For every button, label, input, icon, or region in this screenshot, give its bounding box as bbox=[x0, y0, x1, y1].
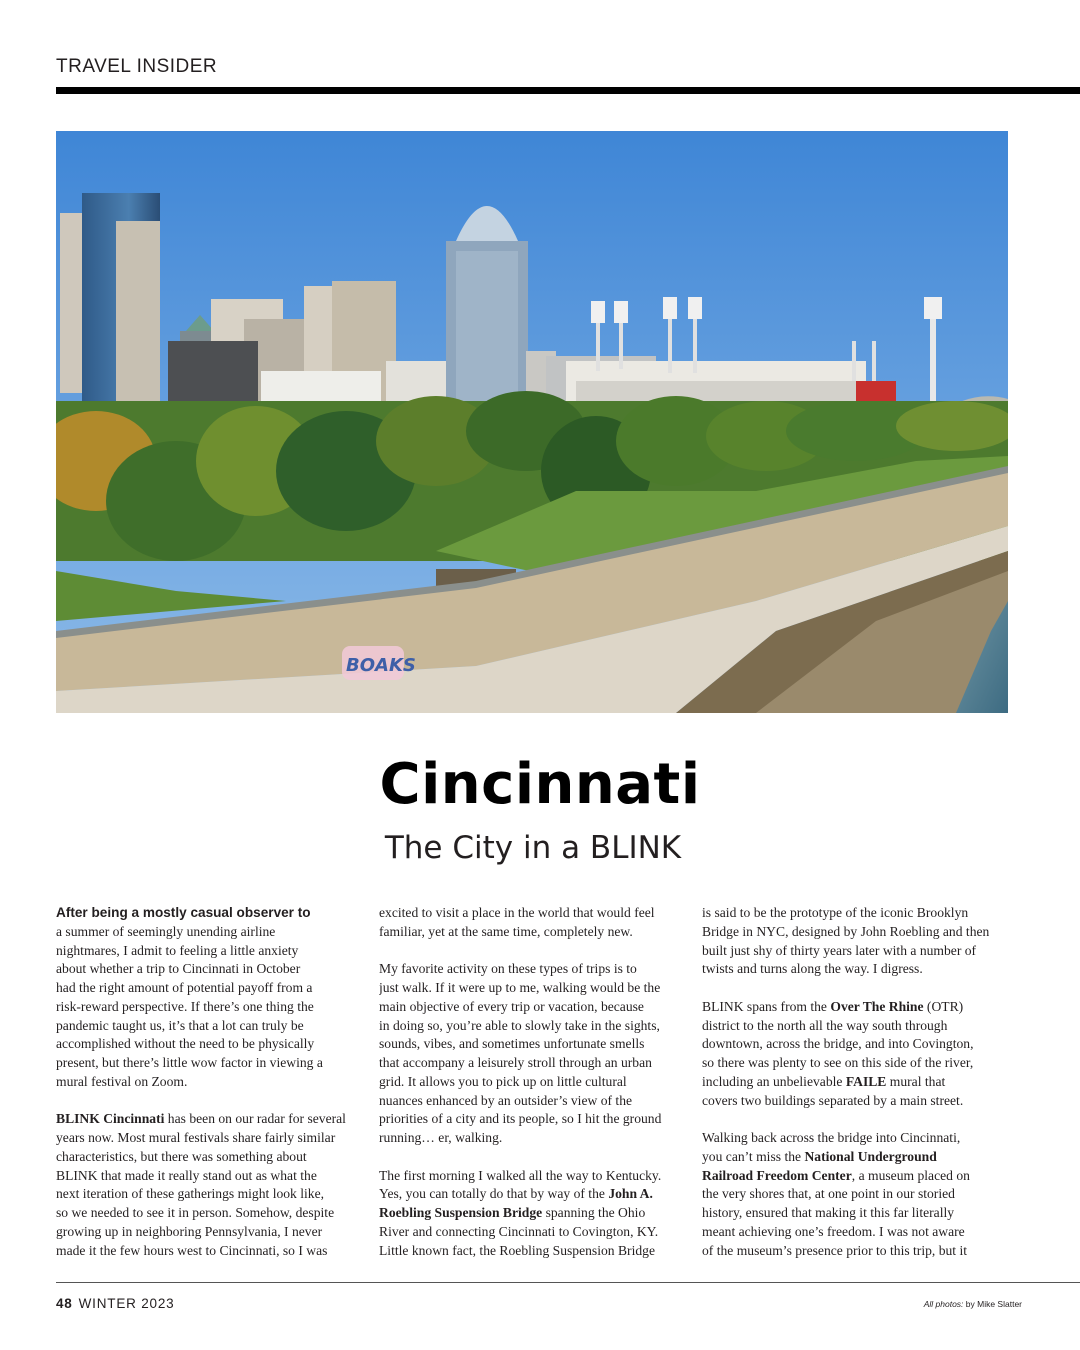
article-title: Cincinnati bbox=[379, 752, 701, 817]
article-subtitle: The City in a BLINK bbox=[384, 830, 682, 866]
credit-name: by Mike Slatter bbox=[963, 1299, 1022, 1309]
text-column-3 bbox=[702, 904, 1014, 1269]
page-number: 48 bbox=[56, 1296, 73, 1311]
lead-in: After being a mostly casual observer to bbox=[56, 905, 311, 920]
paragraph-kentucky: The first morning I walked all the way to Kentucky. Yes, you can totally do that by way of the John A. Roebling Suspension Bridge spanning the Ohio River and connecting Cincinnati to Covington, KY. Little known fact, the Roebling Suspension Bridge bbox=[379, 1167, 662, 1258]
folio bbox=[56, 1296, 174, 1311]
paragraph-walk: My favorite activity on these types of trips is to just walk. If it were up to me, walking would be the main objective of every trip or vacation, because in doing so, you’re able to slowly take in the sights, sounds, vibes, and sometimes unfortunate smells that accompany a leisurely stroll through an urban grid. It allows you to pick up on little cultural nuances enhanced by an outsider’s view of the priorities of a city and its people, so I hit the ground running… er, walking. bbox=[379, 961, 662, 1145]
credit-label: All photos: bbox=[923, 1299, 964, 1309]
paragraph-brooklyn: is said to be the prototype of the iconic Brooklyn Bridge in NYC, designed by John Roebling and then built just shy of thirty years later with a number of twists and turns along the way. I digress. bbox=[702, 905, 990, 977]
graffiti-text: BOAKS bbox=[346, 655, 416, 676]
photo-credit bbox=[924, 1299, 1022, 1309]
paragraph-intro: After being a mostly casual observer to a summer of seemingly unending airline nightmares, I admit to feeling a little anxiety about whether a trip to Cincinnati in October had the right amount of potential payoff from a risk-reward perspective. If there’s one thing the pandemic taught us, it’s that a lot can truly be accomplished without the need to be physically present, but there’s little wow factor in viewing a mural festival on Zoom. bbox=[56, 905, 323, 1089]
header-rule bbox=[56, 87, 1080, 94]
paragraph-blink: BLINK Cincinnati has been on our radar for several years now. Most mural festivals share fairly similar characteristics, but there was something about BLINK that made it really stand out as what the next iteration of these gatherings might look like, so we needed to see it in person. Somehow, despite growing up in neighboring Pennsylvania, I never made it the few hours west to Cincinnati, so I was bbox=[56, 1111, 346, 1258]
paragraph-visit: excited to visit a place in the world that would feel familiar, yet at the same time, completely new. bbox=[379, 905, 655, 939]
paragraph-freedom-center: Walking back across the bridge into Cincinnati, you can’t miss the National Underground Railroad Freedom Center, a museum placed on the very shores that, at one point in our storied history, ensured that making it this far literally meant achieving one’s freedom. I was not aware of the museum’s presence prior to this trip, but it bbox=[702, 1130, 970, 1258]
footer-rule bbox=[56, 1282, 1080, 1283]
paragraph-otr: BLINK spans from the Over The Rhine (OTR) district to the north all the way south through downtown, across the bridge, and into Covington, so there was plenty to see on this side of the river, including an unbelievable FAILE mural that covers two buildings separated by a main street. bbox=[702, 998, 974, 1108]
section-label: TRAVEL INSIDER bbox=[56, 56, 218, 77]
text-column-1 bbox=[56, 904, 368, 1269]
cincinnati-skyline-photo bbox=[56, 131, 1008, 713]
issue-date: WINTER 2023 bbox=[78, 1296, 175, 1311]
text-column-2 bbox=[379, 904, 691, 1269]
